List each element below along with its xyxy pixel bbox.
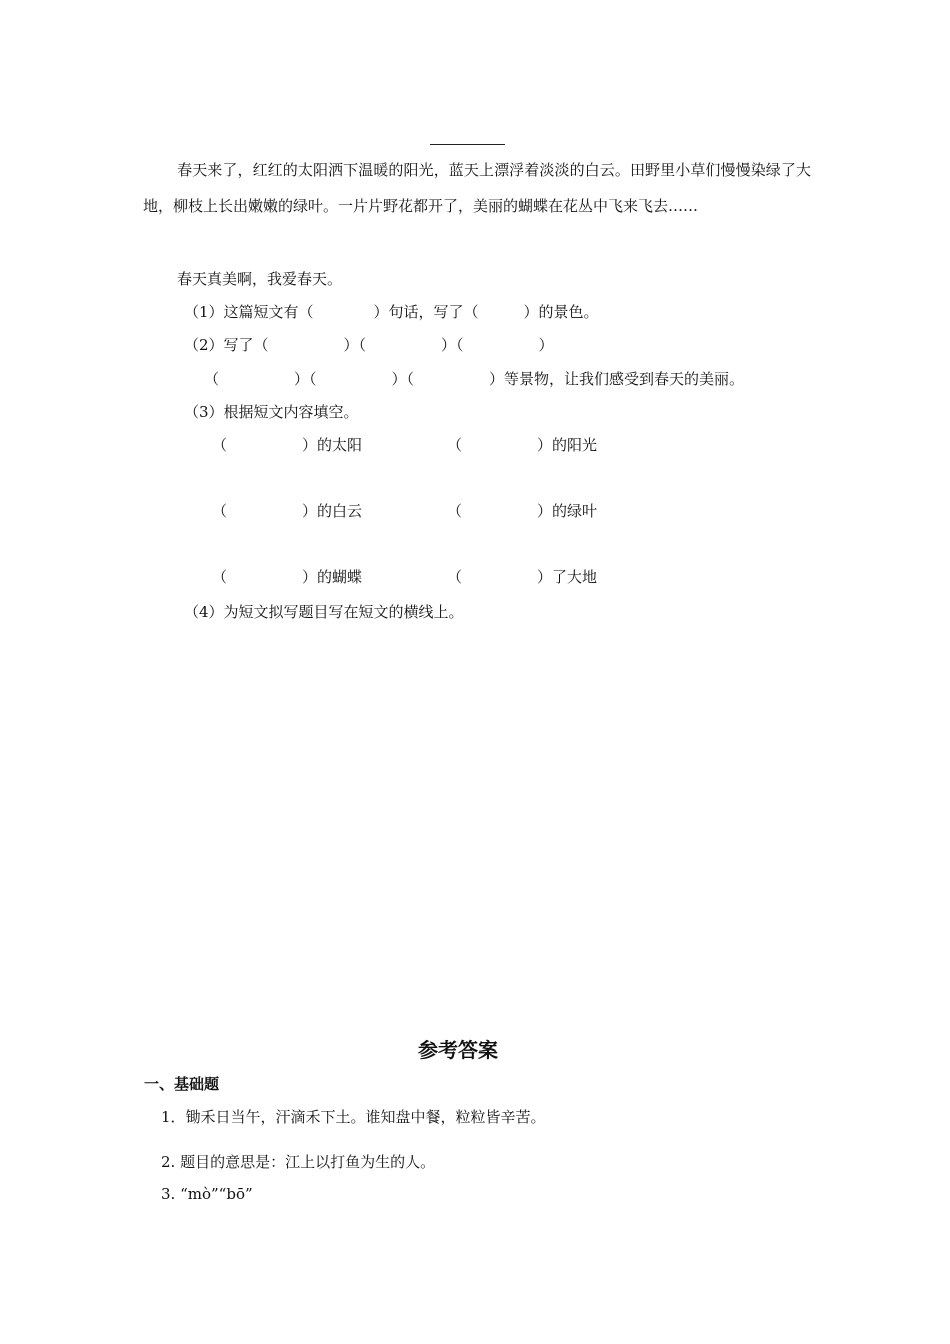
fill-blank-item: （ ）的阳光 — [447, 436, 598, 454]
passage-paragraph-1 — [143, 152, 811, 224]
fill-blank-item: （ ）的蝴蝶 — [212, 568, 363, 586]
fill-blank-item: （ ）了大地 — [447, 568, 598, 586]
answer-2: 2. 题目的意思是：江上以打鱼为生的人。 — [161, 1153, 436, 1171]
answer-3: 3. “mò”“bō” — [161, 1185, 253, 1203]
question-2-line-2: （ ）（ ）（ ）等景物，让我们感受到春天的美丽。 — [204, 370, 745, 388]
passage-paragraph-2: 春天真美啊，我爱春天。 — [177, 270, 343, 288]
answer-1: 1．锄禾日当午，汗滴禾下土。谁知盘中餐，粒粒皆辛苦。 — [161, 1108, 546, 1126]
question-1: （1）这篇短文有（ ）句话，写了（ ）的景色。 — [184, 303, 599, 321]
question-2-line-1: （2）写了（ ）（ ）（ ） — [184, 336, 554, 354]
fill-blank-item: （ ）的绿叶 — [447, 502, 598, 520]
question-3: （3）根据短文内容填空。 — [184, 403, 359, 421]
fill-blank-item: （ ）的白云 — [212, 502, 363, 520]
title-blank-line — [430, 144, 505, 145]
fill-blank-item: （ ）的太阳 — [212, 436, 363, 454]
answers-title: 参考答案 — [418, 1038, 498, 1062]
passage-text-1: 春天来了，红红的太阳洒下温暖的阳光，蓝天上漂浮着淡淡的白云。田野里小草们慢慢染绿了大地，柳枝上长出嫩嫩的绿叶。一片片野花都开了，美丽的蝴蝶在花丛中飞来飞去…… — [143, 161, 811, 215]
question-4: （4）为短文拟写题目写在短文的横线上。 — [184, 603, 464, 621]
answers-section-heading: 一、基础题 — [144, 1075, 220, 1093]
